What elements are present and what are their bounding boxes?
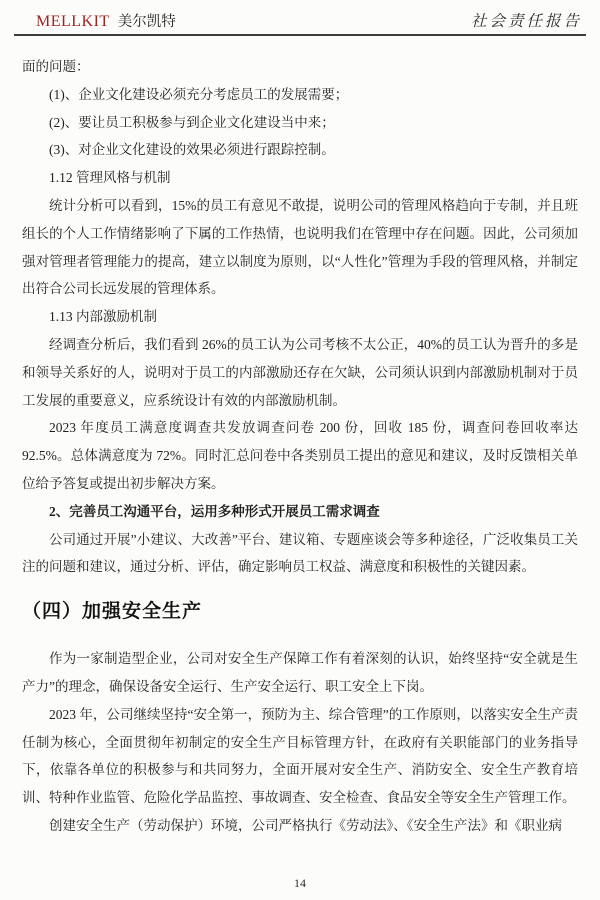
paragraph-management-style: 统计分析可以看到，15%的员工有意见不敢提，说明公司的管理风格趋向于专制，并且班组长的个人工作情绪影响了下属的工作热情，也说明我们在管理中存在问题。因此，公司须加强对管理者管理能力的提高，建立以制度为原则，以“人性化”管理为手段的管理风格，并制定出符合公司长远发展的管理体系。 <box>22 197 578 297</box>
page-header <box>14 0 586 36</box>
list-item-3: (3)、对企业文化建设的效果必须进行跟踪控制。 <box>49 142 335 158</box>
brand <box>36 10 176 31</box>
page-footer <box>0 876 600 891</box>
paragraph-incentive-mechanism: 经调查分析后，我们看到 26%的员工认为公司考核不太公正，40%的员工认为晋升的多是和领导关系好的人，说明对于员工的内部激励还存在欠缺，公司须认识到内部激励机制对于员工发展的重要意义，应系统设计有效的内部激励机制。 <box>22 336 578 408</box>
paragraph-suggestion-channels: 公司通过开展”小建议、大改善”平台、建议箱、专题座谈会等多种途径，广泛收集员工关注的问题和建议，通过分析、评估，确定影响员工权益、满意度和积极性的关键因素。 <box>22 531 578 575</box>
page-number: 14 <box>294 876 306 890</box>
subheading-communication-platform: 2、完善员工沟通平台，运用多种形式开展员工需求调查 <box>49 503 380 519</box>
brand-logo-text: MELLKIT <box>36 13 110 30</box>
subsection-title-1-12: 1.12 管理风格与机制 <box>49 170 171 186</box>
paragraph-safety-policy-2023: 2023 年，公司继续坚持“安全第一，预防为主、综合管理”的工作原则，以落实安全生产责任制为核心，全面贯彻年初制定的安全生产目标管理方针，在政府有关职能部门的业务指导下，依靠各单位的积极参与和共同努力，全面开展对安全生产、消防安全、安全生产教育培训、特种作业监管、危险化学品监控、事故调查、安全检查、食品安全等安全生产管理工作。 <box>22 706 578 806</box>
continuation-line: 面的问题： <box>22 59 90 74</box>
subsection-title-1-13: 1.13 内部激励机制 <box>49 309 157 325</box>
document-title: 社会责任报告 <box>470 13 582 30</box>
brand-name-cn: 美尔凯特 <box>117 14 176 30</box>
paragraph-safety-concept: 作为一家制造型企业，公司对安全生产保障工作有着深刻的认识，始终坚持“安全就是生产力”的理念，确保设备安全运行、生产安全运行、职工安全上下岗。 <box>22 651 578 694</box>
document-body <box>0 36 600 840</box>
list-item-1: (1)、企业文化建设必须充分考虑员工的发展需要； <box>49 86 349 102</box>
paragraph-satisfaction-survey: 2023 年度员工满意度调查共发放调查问卷 200 份，回收 185 份，调查问卷回收率达 92.5%。总体满意度为 72%。同时汇总问卷中各类别员工提出的意见和建议，及时反馈相关单位给予答复或提出初步解决方案。 <box>22 420 578 491</box>
list-item-2: (2)、要让员工积极参与到企业文化建设当中来； <box>49 114 335 130</box>
section-heading-safety-production: （四）加强安全生产 <box>22 600 203 623</box>
paragraph-labor-protection: 创建安全生产（劳动保护）环境，公司严格执行《劳动法》、《安全生产法》和《职业病 <box>49 817 562 833</box>
